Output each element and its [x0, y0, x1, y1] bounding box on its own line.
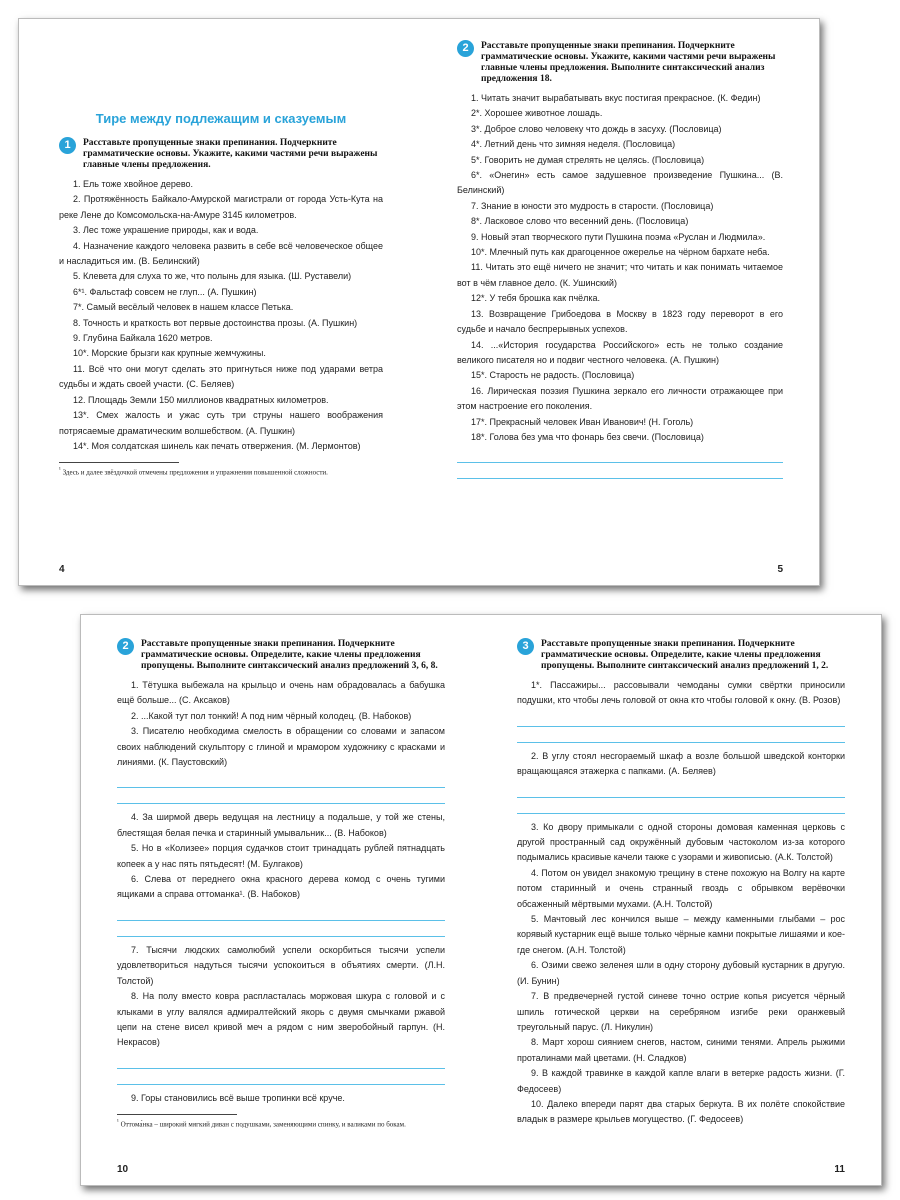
writing-lines	[117, 1053, 445, 1085]
sentence: 5. Мачтовый лес кончился выше – между каменными глыбами – рос корявый кустарник ещё выше только чёрные камни покрытые лишаями и кое-где снегом. (А.Н. Толстой)	[517, 914, 845, 955]
writing-line	[517, 798, 845, 814]
writing-line	[457, 447, 783, 463]
writing-line	[517, 711, 845, 727]
sentence: 5. Но в «Колизее» порция судачков стоит тринадцать рублей пятнадцать копеек а у нас пять пятьдесят! (М. Булгаков)	[117, 843, 445, 869]
sentence: 16. Лирическая поэзия Пушкина зеркало его личности отражающее при этом настроение его поколения.	[457, 385, 783, 412]
sentence: 8. Март хорош сиянием снегов, настом, синими тенями. Апрель рыжими проталинами май цветами. (Н. Сладков)	[517, 1037, 845, 1063]
page-number: 4	[59, 564, 65, 575]
sentence-group	[117, 678, 445, 770]
sentence-group	[117, 810, 445, 902]
page-number: 5	[777, 564, 783, 575]
writing-line	[517, 782, 845, 798]
sentence: 7. Тысячи людских самолюбий успели оскорбиться тысячи успели удовлетвориться надуться тысячи успокоиться в объятиях смерти. (Л.Н. Толстой)	[117, 944, 445, 986]
sentence: 14*. Моя солдатская шинель как печать отвержения. (М. Лермонтов)	[73, 440, 361, 451]
sentence: 12. Площадь Земли 150 миллионов квадратных километров.	[73, 394, 329, 405]
sentence: 5*. Говорить не думая стрелять не целясь. (Пословица)	[471, 154, 705, 165]
sentence: 6. Слева от переднего окна красного дерева комод с очень тугими ящиками а справа оттоманка¹. (В. Набоков)	[117, 874, 445, 900]
sentence: 9. Горы становились всё выше тропинки всё круче.	[131, 1092, 345, 1103]
sentence: 13. Возвращение Грибоедова в Москву в 1823 году переворот в его судьбе и начало беспрерывных успехов.	[457, 308, 783, 335]
spread-pages-10-11	[80, 614, 882, 1186]
sentence: 3*. Доброе слово человеку что дождь в засуху. (Пословица)	[471, 123, 722, 134]
page-5	[419, 19, 819, 585]
sentence: 10*. Млечный путь как драгоценное ожерелье на чёрном бархате неба.	[471, 247, 770, 258]
sentence-group	[517, 749, 845, 780]
sentence: 3. Писателю необходима смелость в обращении со словами и запасом своих наблюдений скульптору с глиной и мрамором художнику с красками и линиями. (К. Паустовский)	[117, 726, 445, 768]
exercise-instruction: Расставьте пропущенные знаки препинания. Подчеркните грамматические основы. Укажите, какими частями речи выражены главные члены предложения. Выполните синтаксический анализ предложения 18.	[481, 41, 776, 84]
page-number: 11	[834, 1164, 845, 1175]
exercise-2-sentences	[117, 678, 445, 1106]
footnote: ¹ Здесь и далее звёздочкой отмечены предложения и упражнения повышенной сложности.	[59, 467, 328, 477]
page-11	[481, 615, 881, 1185]
sentence: 4. Назначение каждого человека развить в себе всё человеческое общее и насладиться им. (В. Белинский)	[59, 240, 383, 267]
sentence: 9. В каждой травинке в каждой капле влаги в ветерке радость жизни. (Г. Федосеев)	[517, 1068, 845, 1094]
writing-lines	[117, 772, 445, 804]
sentence: 3. Лес тоже украшение природы, как и вода.	[73, 225, 259, 236]
sentence: 2. В углу стоял несгораемый шкаф а возле большой шведской конторки вращающаяся этажерка с папками. (А. Беляев)	[517, 750, 845, 777]
exercise-number-badge: 2	[457, 40, 474, 57]
sentence: 11. Всё что они могут сделать это пригнуться ниже под ударами ветра судьбы и ждать своей участи. (С. Беляев)	[59, 363, 383, 390]
sentence: 15*. Старость не радость. (Пословица)	[471, 370, 635, 381]
exercise-3-sentences	[517, 678, 845, 1128]
sentence: 8. На полу вместо ковра распласталась моржовая шкура с головой и с клыками в углу валялся адмиралтейский якорь с двумя смычками ржавой цепи на стене висел кривой меч а рядом с ним зверобойный гарпун. (Н. Некрасов)	[117, 991, 445, 1048]
sentence: 7*. Самый весёлый человек в нашем классе Петька.	[73, 302, 294, 313]
sentence: 2. ...Какой тут пол тонкий! А под ним чёрный колодец. (В. Набоков)	[131, 710, 412, 721]
sentence: 5. Клевета для слуха то же, что полынь для языка. (Ш. Руставели)	[73, 271, 352, 282]
sentence-group	[117, 943, 445, 1051]
footnote-divider	[117, 1114, 237, 1115]
sentence: 2. Протяжённость Байкало-Амурской магистрали от города Усть-Кута на реке Лене до Комсомольска-на-Амуре 3145 километров.	[59, 194, 383, 220]
exercise-instruction: Расставьте пропущенные знаки препинания. Подчеркните грамматические основы. Укажите, какими частями речи выражены главные члены предложения.	[83, 138, 378, 170]
sentence: 3. Ко двору примыкали с одной стороны домовая каменная церковь с другой пространный сад окружённый дубовым частоколом из-за которого подымались красивые качели также с узорами и живописью. (А.К. Толстой)	[517, 821, 845, 863]
sentence: 1*. Пассажиры... рассовывали чемоданы сумки свёртки приносили подушки, кто чтобы лечь головой от окна кто чтобы головой к окну. (В. Розов)	[517, 680, 845, 706]
sentence: 11. Читать это ещё ничего не значит; что читать и как понимать читаемое вот в чём главное дело. (К. Ушинский)	[457, 262, 783, 288]
sentence: 9. Глубина Байкала 1620 метров.	[73, 333, 213, 344]
sentence: 6*¹. Фальстаф совсем не глуп... (А. Пушкин)	[73, 286, 257, 297]
exercise-instruction: Расставьте пропущенные знаки препинания. Подчеркните грамматические основы. Определите, какие члены предложения пропущены. Выполните синтаксический анализ предложений 1, 2.	[541, 639, 829, 671]
sentence: 7. В предвечерней густой синеве точно острие копья рисуется чёрный шпиль готической церкви на серебряном изгибе реки оранжевый треугольный парус. (Л. Никулин)	[517, 991, 845, 1032]
page-10	[81, 615, 481, 1185]
page-4	[19, 19, 419, 585]
exercise-number-badge: 3	[517, 638, 534, 655]
writing-line	[457, 463, 783, 479]
exercise-1-header	[59, 138, 383, 171]
sentence: 1. Ель тоже хвойное дерево.	[73, 179, 194, 189]
sentence-group	[517, 820, 845, 1128]
sentence: 14. ...«История государства Российского» есть не только создание великого писателя но и подвиг честного человека. (А. Пушкин)	[457, 339, 783, 365]
sentence: 6*. «Онегин» есть самое задушевное произведение Пушкина... (В. Белинский)	[457, 170, 783, 196]
sentence: 10. Далеко впереди парят два старых беркута. В их полёте спокойствие владык в размере крыльев могущество. (Г. Федосеев)	[517, 1098, 845, 1125]
writing-lines	[117, 905, 445, 937]
sentence: 6. Озими свежо зеленея шли в одну сторону дубовый кустарник в другую. (И. Бунин)	[517, 960, 845, 986]
page-number: 10	[117, 1164, 129, 1175]
sentence: 2*. Хорошее животное лошадь.	[471, 108, 603, 119]
exercise-2-sentences	[457, 91, 783, 445]
sentence: 4. Потом он увидел знакомую трещину в стене похожую на Волгу на карте потом старинный и очень странный гвоздь с обрывком верёвочки обсаженный мёртвыми мухами. (А.Н. Толстой)	[517, 867, 845, 909]
exercise-instruction: Расставьте пропущенные знаки препинания. Подчеркните грамматические основы. Определите, какие члены предложения пропущены. Выполните синтаксический анализ предложений 3, 6, 8.	[141, 639, 438, 671]
writing-line	[117, 772, 445, 788]
sentence: 9. Новый этап творческого пути Пушкина поэма «Руслан и Людмила».	[471, 231, 766, 242]
sentence: 12*. У тебя брошка как пчёлка.	[471, 293, 601, 304]
writing-line	[117, 1069, 445, 1085]
exercise-3-header	[517, 639, 845, 672]
sentence: 8*. Ласковое слово что весенний день. (Пословица)	[471, 216, 689, 227]
writing-lines	[457, 447, 783, 479]
sentence: 1. Читать значит вырабатывать вкус постигая прекрасное. (К. Федин)	[471, 93, 761, 103]
writing-line	[117, 921, 445, 937]
sentence: 8. Точность и краткость вот первые достоинства прозы. (А. Пушкин)	[73, 317, 358, 328]
writing-line	[117, 788, 445, 804]
spread-pages-4-5	[18, 18, 820, 586]
exercise-number-badge: 1	[59, 137, 76, 154]
sentence-group	[517, 678, 845, 709]
exercise-number-badge: 2	[117, 638, 134, 655]
exercise-2-header	[457, 41, 783, 85]
footnote-divider	[59, 462, 179, 463]
sentence: 4*. Летний день что зимняя неделя. (Пословица)	[471, 139, 676, 150]
sentence-group	[117, 1091, 445, 1106]
sentence: 10*. Морские брызги как крупные жемчужины.	[73, 348, 266, 359]
exercise-1-sentences	[59, 177, 383, 454]
writing-lines	[517, 782, 845, 814]
sentence: 1. Тётушка выбежала на крыльцо и очень нам обрадовалась а бабушка ещё больше... (С. Аксаков)	[117, 680, 445, 706]
section-title: Тире между подлежащим и сказуемым	[95, 111, 347, 126]
sentence: 7. Знание в юности это мудрость в старости. (Пословица)	[471, 200, 714, 211]
sentence: 18*. Голова без ума что фонарь без свечи. (Пословица)	[471, 431, 704, 442]
sentence: 4. За ширмой дверь ведущая на лестницу а подальше, у той же стены, блестящая белая печка и старинный умывальник... (В. Набоков)	[117, 812, 445, 838]
writing-line	[517, 727, 845, 743]
sentence: 17*. Прекрасный человек Иван Иванович! (Н. Гоголь)	[471, 416, 694, 427]
footnote: ¹ Оттома́нка – широкий мягкий диван с подушками, заменяющими спинку, и валиками по бокам.	[117, 1119, 406, 1129]
writing-line	[117, 905, 445, 921]
sentence: 13*. Смех жалость и ужас суть три струны нашего воображения потрясаемые драматическим волшебством. (А. Пушкин)	[59, 410, 383, 436]
exercise-2-header	[117, 639, 445, 672]
writing-lines	[517, 711, 845, 743]
writing-line	[117, 1053, 445, 1069]
